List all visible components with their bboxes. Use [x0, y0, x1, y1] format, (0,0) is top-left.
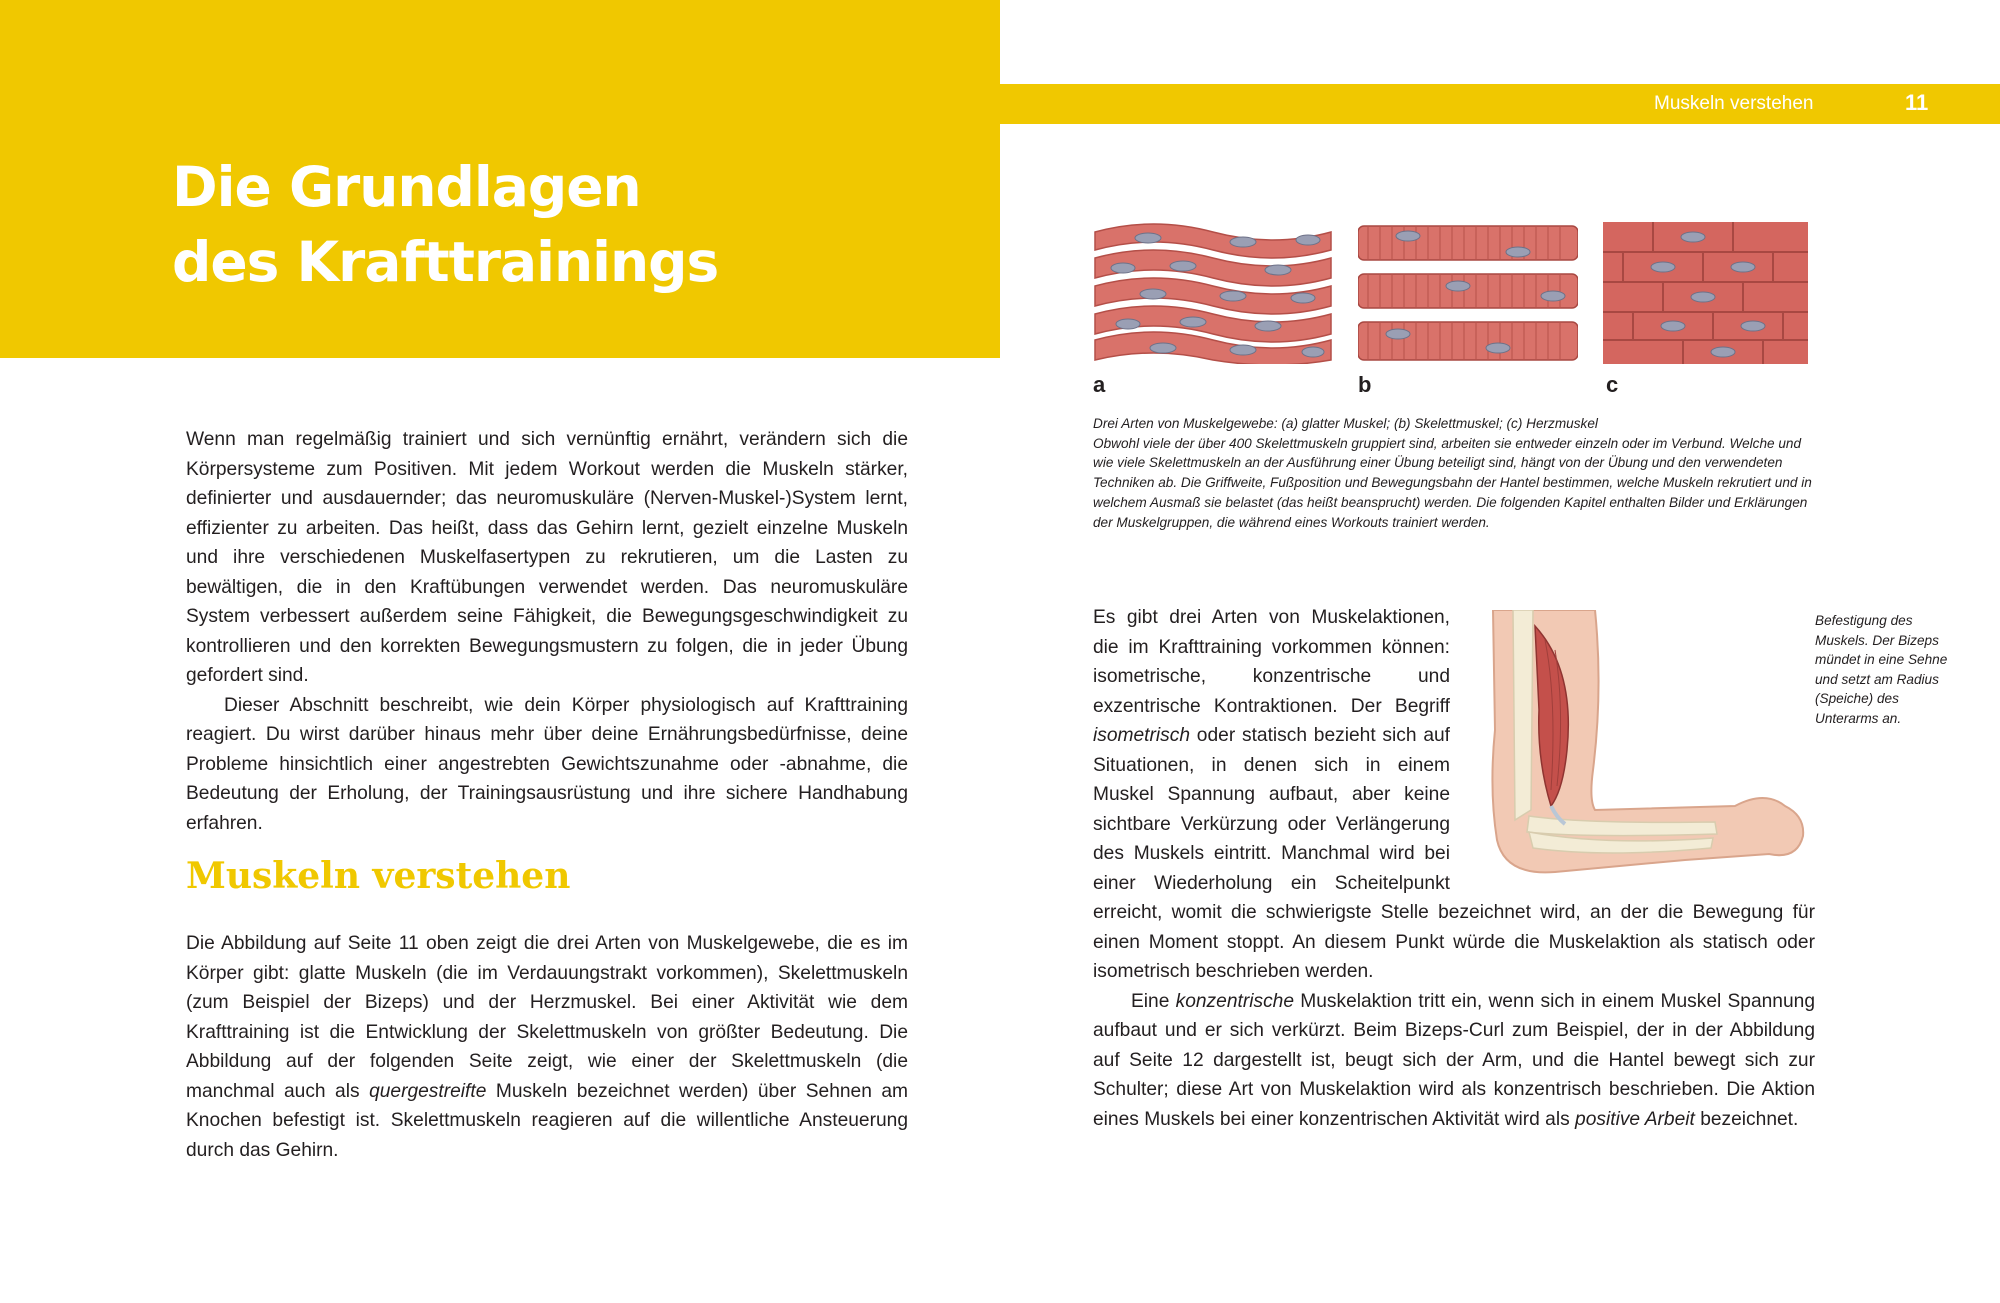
muscle-actions-paragraph-1-part-b: oder statisch bezieht sich auf Situationen, in denen sich in einem Muskel Spannung aufbaut, aber keine sichtbare Verkürzung oder Verlängerung des Muskels eintritt. Manchmal wird bei einer Wiederholung ein Scheitelpunkt erreicht, womit die schwierigste Stelle bezeichnet wird, an der die Bewegung für einen Moment stoppt. An diesem Punkt würde die Muskelaktion als statisch oder isometrisch beschrieben werden.: [1093, 725, 1815, 982]
section-paragraph-1-part-a: Die Abbildung auf Seite 11 oben zeigt die drei Arten von Muskelgewebe, die es im Körper gibt: glatte Muskeln (die im Verdauungstrakt vorkommen), Skelettmuskeln (zum Beispiel der Bizeps) und der Herzmuskel. Bei einer Aktivität wie dem Krafttraining ist die Entwicklung der Skelettmuskeln von größter Bedeutung. Die Abbildung auf der folgenden Seite zeigt, wie einer der Skelettmuskeln (die manchmal auch als: [186, 933, 908, 1102]
term-isometrisch: isometrisch: [1093, 725, 1191, 746]
intro-paragraph-1: Wenn man regelmäßig trainiert und sich vernünftig ernährt, verändern sich die Körpersysteme zum Positiven. Mit jedem Workout werden die Muskeln stärker, definierter und ausdauernder; das neuromuskuläre (Nerven-Muskel-)System lernt, effizienter zu arbeiten. Das heißt, dass das Gehirn lernt, gezielt einzelne Muskeln und ihre verschiedenen Muskelfasertypen zu rekrutieren, um die Lasten zu bewältigen, die in den Kraftübungen verwendet werden. Das neuromuskuläre System verbessert außerdem seine Fähigkeit, die Bewegungsgeschwindigkeit zu kontrollieren und den korrekten Bewegungsmustern zu folgen, die in jeder Übung gefordert sind.: [186, 429, 908, 686]
arm-figure-spacer: [1450, 603, 1815, 885]
running-header-bar: [1000, 84, 2000, 124]
figure-caption-body: Obwohl viele der über 400 Skelettmuskeln gruppiert sind, arbeiten sie entweder einzeln oder im Verbund. Welche und wie viele Skelettmuskeln an der Ausführung einer Übung beteiligt sind, hängt von der Übung und den verwendeten Techniken ab. Die Griffweite, Fußposition und Bewegungsbahn der Hantel bestimmen, welche Muskeln rekrutiert und in welchem Ausmaß sie belastet (das heißt beansprucht) werden. Die folgenden Kapitel enthalten Bilder und Erklärungen der Muskelgruppen, die während eines Workouts trainiert werden.: [1093, 435, 1812, 530]
figure-label-b: b: [1358, 372, 1372, 397]
figure-caption-title: Drei Arten von Muskelgewebe: (a) glatter Muskel; (b) Skelettmuskel; (c) Herzmuskel: [1093, 416, 1598, 431]
section-paragraph-1-emphasis: quergestreifte: [369, 1080, 487, 1102]
smooth-muscle-illustration: [1093, 222, 1333, 364]
figure-label-c: c: [1606, 372, 1619, 397]
figure-label-a: a: [1093, 372, 1106, 397]
muscle-actions-paragraph-2-part-c: bezeichnet.: [1694, 1108, 1799, 1130]
page-number: 11: [1905, 90, 1929, 115]
running-header-title: Muskeln verstehen: [1654, 93, 1814, 114]
section-paragraph-1: [186, 929, 908, 1165]
arm-caption: Befestigung des Muskels. Der Bizeps mündet in eine Sehne und setzt am Radius (Speiche) des Unterarms an.: [1815, 613, 1948, 726]
section-heading: Muskeln verstehen: [186, 855, 571, 897]
chapter-title-line2: des Krafttrainings: [172, 230, 719, 294]
figure-caption: [1093, 414, 1813, 532]
intro-text: [186, 425, 908, 838]
muscle-actions-paragraph-1-part-a: Es gibt drei Arten von Muskelaktionen, die im Krafttraining vorkommen können: isometrische, konzentrische und exzentrische Kontraktionen. Der Begriff: [1093, 607, 1450, 717]
muscle-actions-text: [1093, 603, 1815, 1134]
term-positive-arbeit: positive Arbeit: [1575, 1108, 1695, 1130]
section-paragraph-1-part-b: Muskeln bezeichnet werden) über Sehnen am Knochen befestigt ist. Skelettmuskeln reagieren auf die willentliche Ansteuerung durch das Gehirn.: [186, 1080, 908, 1161]
chapter-title: [172, 150, 972, 300]
muscle-actions-paragraph-2-part-a: Eine: [1131, 990, 1176, 1012]
muscle-actions-paragraph-2-part-b: Muskelaktion tritt ein, wenn sich in einem Muskel Spannung aufbaut und er sich verkürzt. Beim Bizeps-Curl zum Beispiel, der in der Abbildung auf Seite 12 dargestellt ist, beugt sich der Arm, und die Hantel bewegt sich zur Schulter; diese Art von Muskelaktion wird als konzentrisch beschrieben. Die Aktion eines Muskels bei einer konzentrischen Aktivität wird als: [1093, 990, 1815, 1130]
term-konzentrische: konzentrische: [1175, 990, 1295, 1012]
intro-paragraph-2: Dieser Abschnitt beschreibt, wie dein Körper physiologisch auf Krafttraining reagiert. Du wirst darüber hinaus mehr über deine Ernährungsbedürfnisse, deine Probleme hinsichtlich einer angestrebten Gewichtszunahme oder -abnahme, die Bedeutung der Erholung, der Trainingsausrüstung und ihre sichere Handhabung erfahren.: [186, 694, 908, 834]
section-text: [186, 929, 908, 1165]
skeletal-muscle-illustration: [1358, 222, 1578, 364]
chapter-title-line1: Die Grundlagen: [172, 155, 641, 219]
muscle-actions-paragraph-2: [1093, 987, 1815, 1135]
cardiac-muscle-illustration: [1603, 222, 1808, 364]
